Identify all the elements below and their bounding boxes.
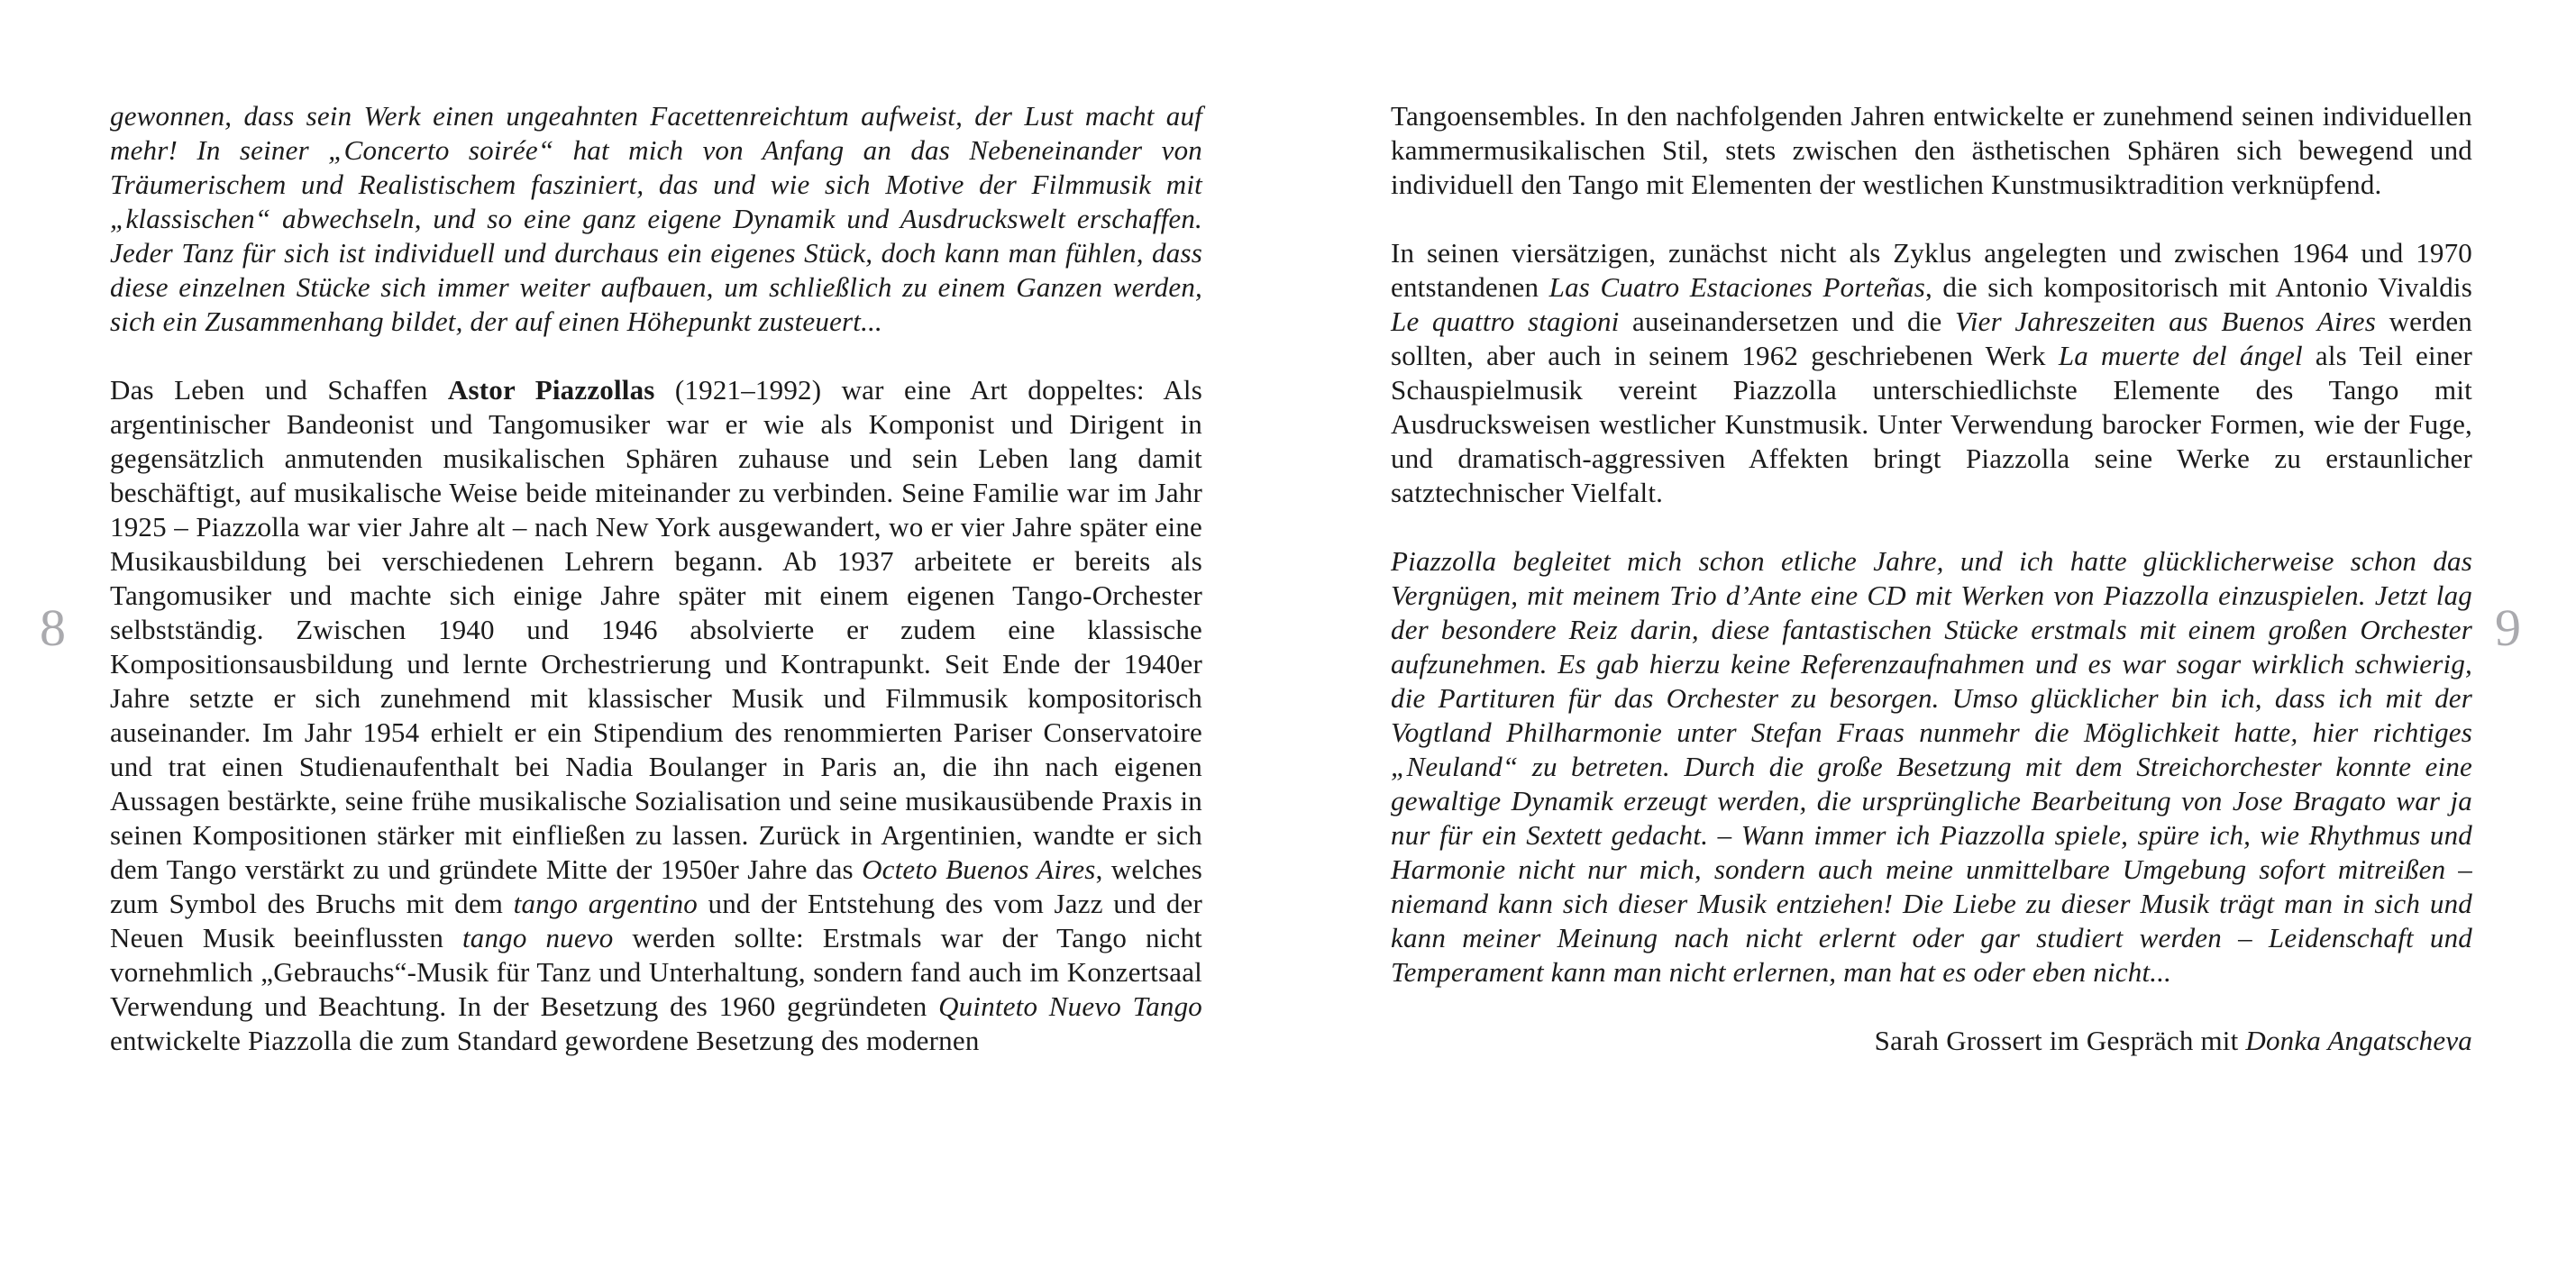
text-run: Piazzolla begleitet mich schon etliche Jahre, und ich hatte glücklicherweise schon das Vergnügen, mit meinem Trio d’Ante eine CD mit Werken von Piazzolla einzuspielen. Jetzt lag der besondere Reiz darin, diese fantastischen Stücke erstmals mit einem großen Orchester aufzunehmen. Es gab hierzu keine Referenzaufnahmen und es war sogar wirklich schwierig, die Partituren für das Orchester zu besorgen. Umso glücklicher bin ich, dass ich mit der Vogtland Philharmonie unter Stefan Fraas nunmehr die Möglichkeit hatte, hier richtiges „Neuland“ zu betreten. Durch die große Besetzung mit dem Streichorchester konnte eine gewaltige Dynamik erzeugt werden, die ursprüngliche Bearbeitung von Jose Bragato war ja nur für ein Sextett gedacht. – Wann immer ich Piazzolla spiele, spüre ich, wie Rhythmus und Harmonie nicht nur mich, sondern auch meine unmittelbare Umgebung sofort mitreißen – niemand kann sich dieser Musik entziehen! Die Liebe zu dieser Musik trägt man in sich und kann meiner Meinung nach nicht erlernt oder gar studiert werden – Leidenschaft und Temperament kann man nicht erlernen, man hat es oder eben nicht... xyxy=(1391,545,2472,988)
text-run: Donka Angatscheva xyxy=(2245,1025,2472,1056)
text-run: als Teil einer Schauspielmusik vereint Piazzolla unterschiedlichste Elemente des Tango mit Ausdrucksweisen westlicher Kunstmusik. Unter Verwendung barocker Formen, wie der Fuge, und dramatisch-aggressiven Affekten bringt Piazzolla seine Werke zu erstaunlicher satztechnischer Vielfalt. xyxy=(1391,340,2473,508)
paragraph xyxy=(1391,236,2472,510)
page-number-left: 8 xyxy=(40,598,66,657)
text-run: auseinandersetzen und die xyxy=(1619,306,1956,337)
right-text-column xyxy=(1391,99,2472,1058)
right-paragraphs xyxy=(1391,99,2472,990)
text-run: In seinen viersätzigen, zunächst nicht als Zyklus angelegten und zwischen 1964 und 1970 entstandenen xyxy=(1391,237,2472,303)
text-run: La muerte del ángel xyxy=(2058,340,2303,371)
text-run: werden sollten, aber auch in seinem 1962 geschriebenen Werk xyxy=(1391,306,2472,371)
text-run: , welches zum Symbol des Bruchs mit dem xyxy=(110,853,1202,919)
text-run: Das Leben und Schaffen xyxy=(110,374,448,406)
paragraph xyxy=(110,99,1202,339)
text-run: Tangoensembles. In den nachfolgenden Jahren entwickelte er zunehmend seinen individuellen kammermusikalischen Stil, stets zwischen den ästhetischen Sphären sich bewegend und individuell den Tango mit Elementen der westlichen Kunstmusiktradition verknüpfend. xyxy=(1391,100,2472,200)
text-run: Sarah Grossert im Gespräch mit xyxy=(1874,1025,2246,1056)
left-text-column xyxy=(110,99,1202,1058)
text-run: (1921–1992) war eine Art doppeltes: Als argentinischer Bandeonist und Tangomusiker war er wie als Komponist und Dirigent in gegensätzlich anmutenden musikalischen Sphären zuhause und sein Leben lang damit beschäftigt, auf musikalische Weise beide miteinander zu verbinden. Seine Familie war im Jahr 1925 – Piazzolla war vier Jahre alt – nach New York ausgewandert, wo er vier Jahre später eine Musikausbildung bei verschiedenen Lehrern begann. Ab 1937 arbeitete er bereits als Tangomusiker und machte sich einige Jahre später mit einem eigenen Tango-Orchester selbstständig. Zwischen 1940 und 1946 absolvierte er zudem eine klassische Kompositionsausbildung und lernte Orchestrierung und Kontrapunkt. Seit Ende der 1940er Jahre setzte er sich zunehmend mit klassischer Musik und Filmmusik kompositorisch auseinander. Im Jahr 1954 erhielt er ein Stipendium des renommierten Pariser Conservatoire und trat einen Studienaufenthalt bei Nadia Boulanger in Paris an, die ihn nach eigenen Aussagen bestärkte, seine frühe musikalische Sozialisation und seine musikausübende Praxis in seinen Kompositionen stärker mit einfließen zu lassen. Zurück in Argentinien, wandte er sich dem Tango verstärkt zu und gründete Mitte der 1950er Jahre das xyxy=(110,374,1203,885)
text-run: Le quattro stagioni xyxy=(1391,306,1620,337)
text-run: , die sich kompositorisch mit Antonio Vivaldis xyxy=(1925,271,2472,303)
text-run: entwickelte Piazzolla die zum Standard gewordene Besetzung des modernen xyxy=(110,1025,980,1056)
text-run: Astor Piazzollas xyxy=(447,374,655,406)
text-run: und der Entstehung des vom Jazz und der Neuen Musik beeinflussten xyxy=(110,888,1202,953)
paragraph xyxy=(1391,544,2472,990)
text-run: Las Cuatro Estaciones Porteñas xyxy=(1548,271,1925,303)
text-run: tango argentino xyxy=(513,888,698,919)
paragraph xyxy=(110,373,1202,1058)
text-run: Quinteto Nuevo Tango xyxy=(938,990,1202,1022)
text-run: Octeto Buenos Aires xyxy=(862,853,1096,885)
text-run: tango nuevo xyxy=(461,922,614,953)
signature-line xyxy=(1391,1024,2472,1058)
text-run: werden sollte: Erstmals war der Tango nicht vornehmlich „Gebrauchs“-Musik für Tanz und Unterhaltung, sondern fand auch im Konzertsaal Verwendung und Beachtung. In der Besetzung des 1960 gegründeten xyxy=(110,922,1202,1022)
text-run: Vier Jahreszeiten aus Buenos Aires xyxy=(1955,306,2377,337)
text-run: gewonnen, dass sein Werk einen ungeahnten Facettenreichtum aufweist, der Lust macht auf mehr! In seiner „Concerto soirée“ hat mich von Anfang an das Nebeneinander von Träumerischem und Realistischem fasziniert, das und wie sich Motive der Filmmusik mit „klassischen“ abwechseln, und so eine ganz eigene Dynamik und Ausdruckswelt erschaffen. Jeder Tanz für sich ist individuell und durchaus ein eigenes Stück, doch kann man fühlen, dass diese einzelnen Stücke sich immer weiter aufbauen, um schließlich zu einem Ganzen werden, sich ein Zusammenhang bildet, der auf einen Höhepunkt zusteuert... xyxy=(110,100,1202,337)
paragraph xyxy=(1391,99,2472,202)
page-number-right: 9 xyxy=(2495,598,2521,657)
